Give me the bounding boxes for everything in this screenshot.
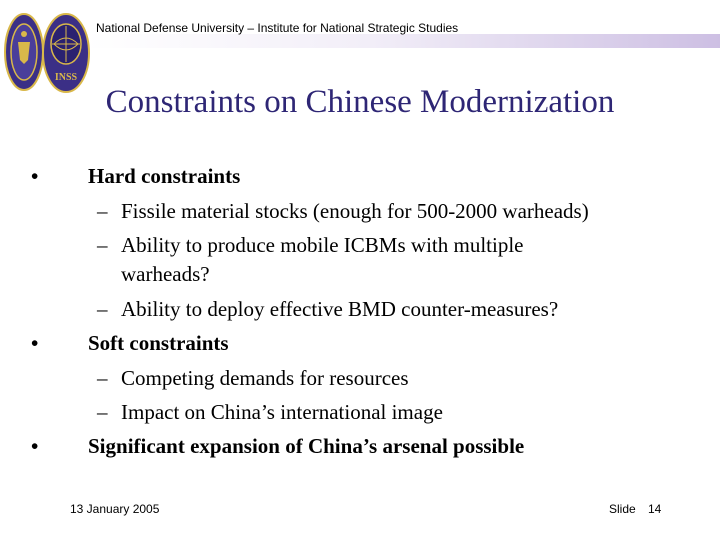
ndu-seal-logo xyxy=(4,12,44,92)
bullet-marker: • xyxy=(31,434,39,458)
subitem-competing-demands: Competing demands for resources xyxy=(121,366,409,390)
bullet-hard-constraints: Hard constraints xyxy=(88,164,241,188)
dash-marker: – xyxy=(97,366,108,390)
bullet-significant-expansion: Significant expansion of China’s arsenal possible xyxy=(88,434,525,458)
subitem-mobile-icbms-cont: warheads? xyxy=(121,262,210,286)
subitem-mobile-icbms: Ability to produce mobile ICBMs with multiple xyxy=(121,233,524,257)
inss-seal-logo xyxy=(42,12,90,94)
footer-date: 13 January 2005 xyxy=(70,502,160,516)
bullet-marker: • xyxy=(31,331,39,355)
dash-marker: – xyxy=(97,233,108,257)
header-institution-text: National Defense University – Institute for National Strategic Studies xyxy=(96,21,459,35)
dash-marker: – xyxy=(97,297,108,321)
subitem-bmd-countermeasures: Ability to deploy effective BMD counter-measures? xyxy=(121,297,559,321)
header-bar xyxy=(85,34,720,48)
dash-marker: – xyxy=(97,199,108,223)
slide-title: Constraints on Chinese Modernization xyxy=(105,84,615,120)
dash-marker: – xyxy=(97,400,108,424)
bullet-marker: • xyxy=(31,164,39,188)
footer-slide-label: Slide xyxy=(609,502,636,516)
subitem-international-image: Impact on China’s international image xyxy=(121,400,443,424)
footer-slide-number: 14 xyxy=(648,502,662,516)
subitem-fissile-material: Fissile material stocks (enough for 500-2000 warheads) xyxy=(121,199,589,223)
inss-logo-text: INSS xyxy=(54,72,78,83)
bullet-soft-constraints: Soft constraints xyxy=(88,331,229,355)
